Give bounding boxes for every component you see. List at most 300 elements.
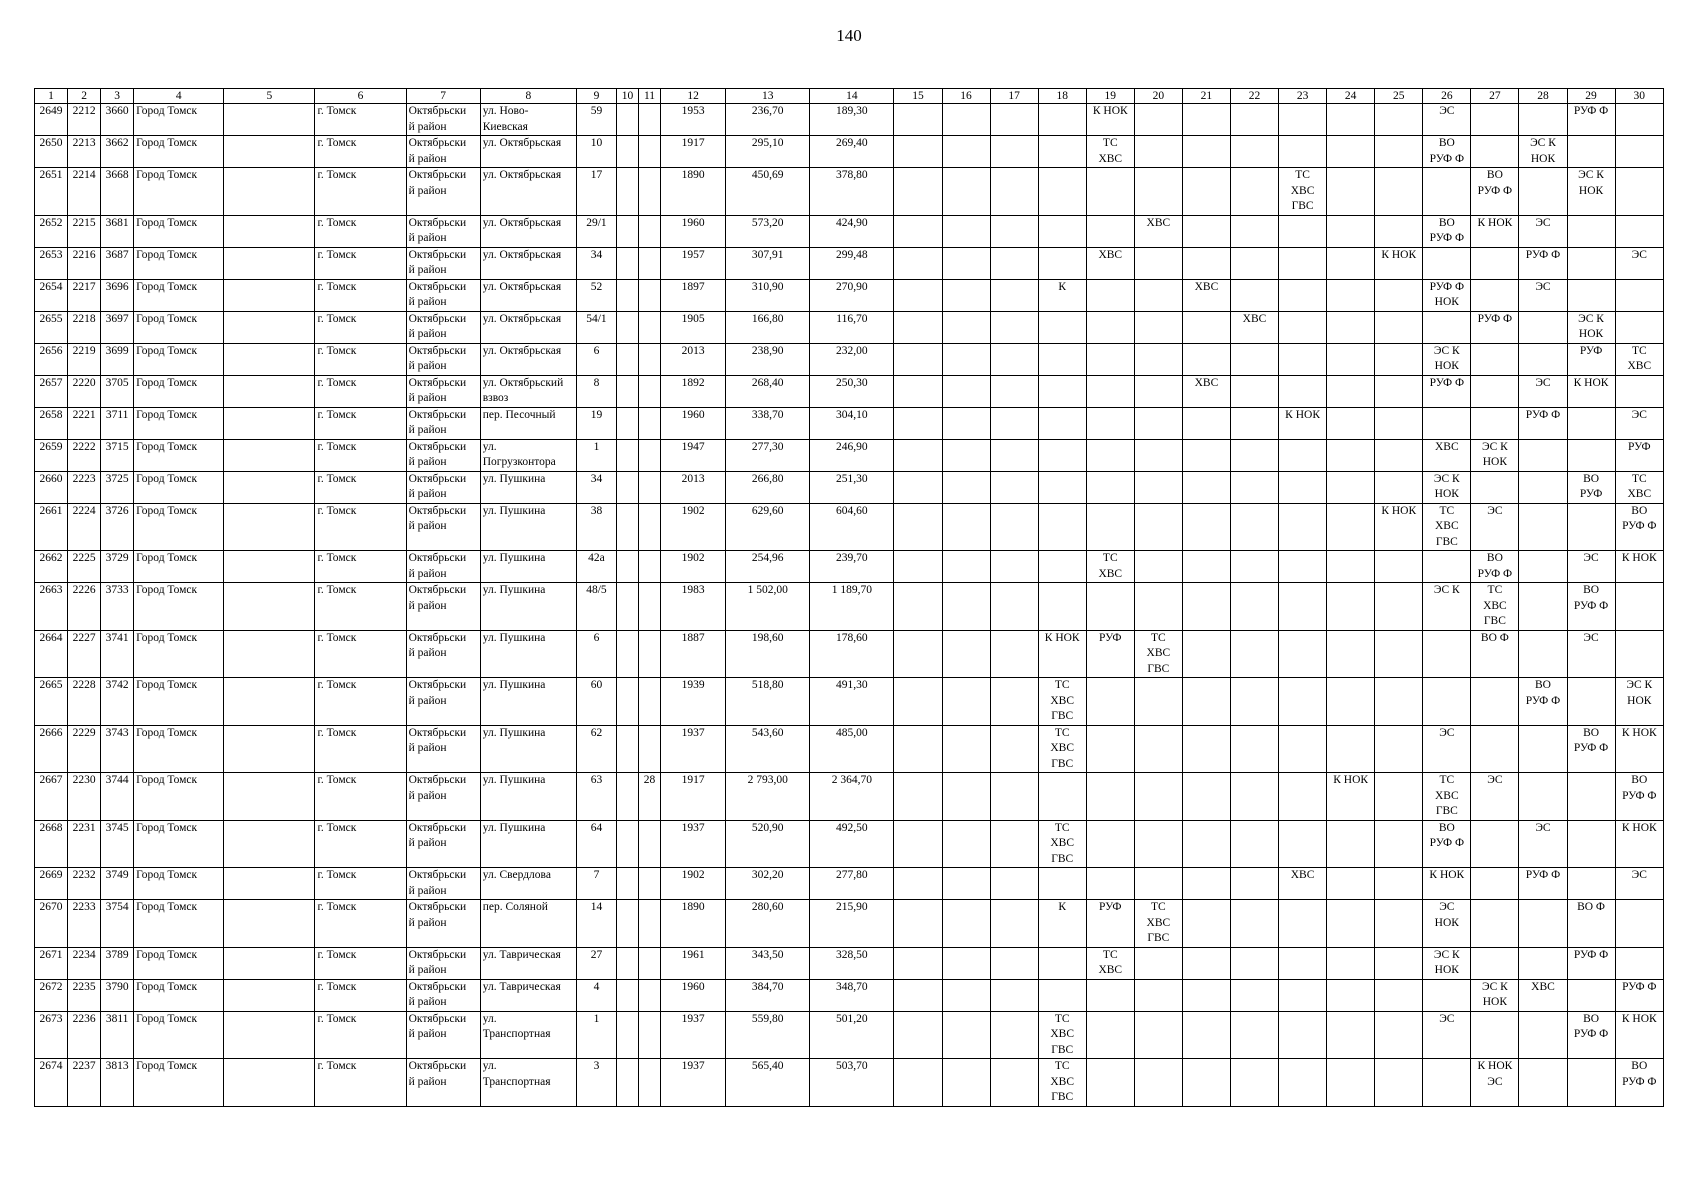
cell-col-13: 280,60 (726, 900, 810, 948)
cell-col-21 (1182, 311, 1230, 343)
cell-col-24 (1327, 343, 1375, 375)
cell-col-26: ВО РУФ Ф (1423, 820, 1471, 868)
cell-col-22 (1230, 551, 1278, 583)
cell-col-4: Город Томск (134, 868, 224, 900)
cell-col-16 (942, 1011, 990, 1059)
column-header-8: 8 (480, 89, 576, 104)
cell-col-4: Город Томск (134, 947, 224, 979)
cell-col-8: ул. Погрузконтора (480, 439, 576, 471)
cell-col-7: Октябрьски й район (406, 136, 480, 168)
cell-col-4: Город Томск (134, 136, 224, 168)
cell-col-25 (1375, 678, 1423, 726)
cell-col-2: 2222 (68, 439, 101, 471)
cell-col-21: ХВС (1182, 279, 1230, 311)
column-header-12: 12 (661, 89, 726, 104)
cell-col-29: К НОК (1567, 375, 1615, 407)
cell-col-16 (942, 947, 990, 979)
cell-col-27 (1471, 947, 1519, 979)
column-header-10: 10 (616, 89, 638, 104)
cell-col-13: 310,90 (726, 279, 810, 311)
cell-col-19 (1086, 279, 1134, 311)
cell-col-7: Октябрьски й район (406, 947, 480, 979)
cell-col-5 (224, 104, 315, 136)
cell-col-27 (1471, 725, 1519, 773)
cell-col-15 (894, 439, 942, 471)
cell-col-22 (1230, 375, 1278, 407)
cell-col-27: ВО РУФ Ф (1471, 168, 1519, 216)
cell-col-4: Город Томск (134, 279, 224, 311)
cell-col-29: ЭС К НОК (1567, 168, 1615, 216)
cell-col-20 (1134, 583, 1182, 631)
cell-col-26: РУФ Ф (1423, 375, 1471, 407)
cell-col-12: 2013 (661, 471, 726, 503)
cell-col-20 (1134, 868, 1182, 900)
cell-col-2: 2226 (68, 583, 101, 631)
cell-col-29: ВО РУФ Ф (1567, 583, 1615, 631)
cell-col-17 (990, 979, 1038, 1011)
cell-col-4: Город Томск (134, 820, 224, 868)
cell-col-12: 1902 (661, 503, 726, 551)
cell-col-24 (1327, 471, 1375, 503)
cell-col-18 (1038, 247, 1086, 279)
cell-col-9: 1 (576, 439, 616, 471)
cell-col-8: ул. Пушкина (480, 471, 576, 503)
cell-col-30: К НОК (1615, 820, 1663, 868)
cell-col-12: 1902 (661, 868, 726, 900)
cell-col-10 (616, 279, 638, 311)
cell-col-2: 2214 (68, 168, 101, 216)
cell-col-11 (639, 471, 661, 503)
table-row (35, 820, 1664, 868)
cell-col-1: 2673 (35, 1011, 68, 1059)
cell-col-14: 304,10 (810, 407, 894, 439)
cell-col-16 (942, 868, 990, 900)
cell-col-19: К НОК (1086, 104, 1134, 136)
cell-col-27 (1471, 1011, 1519, 1059)
cell-col-20 (1134, 947, 1182, 979)
cell-col-22 (1230, 1059, 1278, 1107)
cell-col-10 (616, 247, 638, 279)
cell-col-7: Октябрьски й район (406, 407, 480, 439)
cell-col-1: 2659 (35, 439, 68, 471)
cell-col-2: 2220 (68, 375, 101, 407)
cell-col-21 (1182, 725, 1230, 773)
cell-col-8: ул. Октябрьский взвоз (480, 375, 576, 407)
cell-col-15 (894, 311, 942, 343)
cell-col-10 (616, 407, 638, 439)
cell-col-9: 62 (576, 725, 616, 773)
cell-col-17 (990, 136, 1038, 168)
cell-col-14: 491,30 (810, 678, 894, 726)
cell-col-14: 116,70 (810, 311, 894, 343)
cell-col-18 (1038, 104, 1086, 136)
cell-col-25 (1375, 375, 1423, 407)
cell-col-16 (942, 1059, 990, 1107)
cell-col-27 (1471, 900, 1519, 948)
cell-col-13: 295,10 (726, 136, 810, 168)
cell-col-17 (990, 471, 1038, 503)
cell-col-11 (639, 630, 661, 678)
cell-col-24 (1327, 725, 1375, 773)
cell-col-20 (1134, 168, 1182, 216)
cell-col-16 (942, 725, 990, 773)
cell-col-20 (1134, 551, 1182, 583)
cell-col-15 (894, 503, 942, 551)
cell-col-29: ЭС К НОК (1567, 311, 1615, 343)
cell-col-27: ЭС (1471, 503, 1519, 551)
column-number-row (35, 89, 1664, 104)
cell-col-17 (990, 279, 1038, 311)
cell-col-15 (894, 104, 942, 136)
cell-col-16 (942, 773, 990, 821)
cell-col-2: 2213 (68, 136, 101, 168)
cell-col-26: РУФ Ф НОК (1423, 279, 1471, 311)
cell-col-5 (224, 136, 315, 168)
cell-col-14: 604,60 (810, 503, 894, 551)
cell-col-5 (224, 1011, 315, 1059)
cell-col-18 (1038, 947, 1086, 979)
cell-col-13: 338,70 (726, 407, 810, 439)
cell-col-8: ул. Пушкина (480, 583, 576, 631)
cell-col-26: ЭС НОК (1423, 900, 1471, 948)
cell-col-4: Город Томск (134, 979, 224, 1011)
cell-col-26: ТС ХВС ГВС (1423, 773, 1471, 821)
cell-col-19: ТС ХВС (1086, 136, 1134, 168)
cell-col-16 (942, 820, 990, 868)
cell-col-14: 269,40 (810, 136, 894, 168)
cell-col-7: Октябрьски й район (406, 279, 480, 311)
cell-col-11 (639, 868, 661, 900)
cell-col-30 (1615, 583, 1663, 631)
cell-col-1: 2667 (35, 773, 68, 821)
cell-col-29 (1567, 215, 1615, 247)
cell-col-14: 2 364,70 (810, 773, 894, 821)
cell-col-30 (1615, 375, 1663, 407)
cell-col-5 (224, 247, 315, 279)
cell-col-12: 1905 (661, 311, 726, 343)
column-header-30: 30 (1615, 89, 1663, 104)
cell-col-22 (1230, 583, 1278, 631)
cell-col-23 (1279, 215, 1327, 247)
cell-col-24 (1327, 1059, 1375, 1107)
cell-col-9: 48/5 (576, 583, 616, 631)
cell-col-14: 277,80 (810, 868, 894, 900)
cell-col-29: ВО РУФ (1567, 471, 1615, 503)
cell-col-1: 2668 (35, 820, 68, 868)
cell-col-11 (639, 503, 661, 551)
cell-col-19: РУФ (1086, 630, 1134, 678)
cell-col-6: г. Томск (315, 503, 406, 551)
cell-col-22 (1230, 104, 1278, 136)
cell-col-5 (224, 471, 315, 503)
cell-col-6: г. Томск (315, 900, 406, 948)
cell-col-11 (639, 375, 661, 407)
cell-col-11 (639, 551, 661, 583)
table-row (35, 583, 1664, 631)
cell-col-27 (1471, 678, 1519, 726)
table-row (35, 1011, 1664, 1059)
column-header-17: 17 (990, 89, 1038, 104)
cell-col-13: 343,50 (726, 947, 810, 979)
cell-col-8: ул. Октябрьская (480, 279, 576, 311)
cell-col-28: РУФ Ф (1519, 868, 1567, 900)
table-row (35, 279, 1664, 311)
cell-col-19 (1086, 215, 1134, 247)
cell-col-22 (1230, 678, 1278, 726)
column-header-4: 4 (134, 89, 224, 104)
cell-col-18: ТС ХВС ГВС (1038, 678, 1086, 726)
cell-col-5 (224, 215, 315, 247)
cell-col-1: 2652 (35, 215, 68, 247)
cell-col-4: Город Томск (134, 630, 224, 678)
cell-col-18: К НОК (1038, 630, 1086, 678)
cell-col-5 (224, 773, 315, 821)
cell-col-16 (942, 343, 990, 375)
cell-col-16 (942, 215, 990, 247)
cell-col-13: 543,60 (726, 725, 810, 773)
cell-col-29 (1567, 407, 1615, 439)
cell-col-1: 2660 (35, 471, 68, 503)
table-row (35, 104, 1664, 136)
cell-col-23 (1279, 900, 1327, 948)
cell-col-17 (990, 583, 1038, 631)
cell-col-13: 450,69 (726, 168, 810, 216)
cell-col-1: 2653 (35, 247, 68, 279)
cell-col-18 (1038, 868, 1086, 900)
cell-col-6: г. Томск (315, 136, 406, 168)
cell-col-10 (616, 375, 638, 407)
cell-col-15 (894, 820, 942, 868)
cell-col-28 (1519, 168, 1567, 216)
cell-col-20 (1134, 439, 1182, 471)
cell-col-4: Город Томск (134, 773, 224, 821)
cell-col-2: 2228 (68, 678, 101, 726)
cell-col-9: 8 (576, 375, 616, 407)
cell-col-26 (1423, 979, 1471, 1011)
cell-col-2: 2216 (68, 247, 101, 279)
cell-col-20: ХВС (1134, 215, 1182, 247)
cell-col-15 (894, 583, 942, 631)
cell-col-25 (1375, 471, 1423, 503)
cell-col-4: Город Томск (134, 104, 224, 136)
cell-col-4: Город Томск (134, 1011, 224, 1059)
cell-col-27 (1471, 820, 1519, 868)
cell-col-1: 2666 (35, 725, 68, 773)
cell-col-21 (1182, 1059, 1230, 1107)
cell-col-2: 2232 (68, 868, 101, 900)
cell-col-24 (1327, 168, 1375, 216)
cell-col-25 (1375, 439, 1423, 471)
cell-col-11 (639, 407, 661, 439)
cell-col-2: 2215 (68, 215, 101, 247)
cell-col-20 (1134, 407, 1182, 439)
cell-col-5 (224, 678, 315, 726)
cell-col-23 (1279, 471, 1327, 503)
cell-col-23 (1279, 136, 1327, 168)
cell-col-9: 27 (576, 947, 616, 979)
cell-col-24: К НОК (1327, 773, 1375, 821)
cell-col-26: ТС ХВС ГВС (1423, 503, 1471, 551)
cell-col-7: Октябрьски й район (406, 678, 480, 726)
cell-col-23 (1279, 1059, 1327, 1107)
cell-col-22 (1230, 136, 1278, 168)
cell-col-26: ЭС К НОК (1423, 471, 1471, 503)
cell-col-3: 3711 (101, 407, 134, 439)
cell-col-16 (942, 471, 990, 503)
cell-col-4: Город Томск (134, 343, 224, 375)
cell-col-30: ТС ХВС (1615, 343, 1663, 375)
column-header-5: 5 (224, 89, 315, 104)
cell-col-30: К НОК (1615, 551, 1663, 583)
cell-col-18 (1038, 583, 1086, 631)
cell-col-21 (1182, 678, 1230, 726)
cell-col-11 (639, 215, 661, 247)
cell-col-14: 424,90 (810, 215, 894, 247)
cell-col-11 (639, 900, 661, 948)
cell-col-25 (1375, 583, 1423, 631)
cell-col-7: Октябрьски й район (406, 725, 480, 773)
cell-col-18 (1038, 311, 1086, 343)
cell-col-7: Октябрьски й район (406, 104, 480, 136)
cell-col-3: 3733 (101, 583, 134, 631)
cell-col-27: ТС ХВС ГВС (1471, 583, 1519, 631)
cell-col-20 (1134, 979, 1182, 1011)
cell-col-9: 54/1 (576, 311, 616, 343)
cell-col-24 (1327, 311, 1375, 343)
cell-col-6: г. Томск (315, 1059, 406, 1107)
cell-col-23 (1279, 583, 1327, 631)
cell-col-9: 14 (576, 900, 616, 948)
cell-col-14: 232,00 (810, 343, 894, 375)
cell-col-1: 2650 (35, 136, 68, 168)
cell-col-6: г. Томск (315, 343, 406, 375)
cell-col-10 (616, 215, 638, 247)
cell-col-27 (1471, 375, 1519, 407)
cell-col-25: К НОК (1375, 503, 1423, 551)
cell-col-7: Октябрьски й район (406, 583, 480, 631)
cell-col-26: ЭС К (1423, 583, 1471, 631)
cell-col-6: г. Томск (315, 820, 406, 868)
cell-col-23 (1279, 551, 1327, 583)
cell-col-14: 250,30 (810, 375, 894, 407)
cell-col-11 (639, 439, 661, 471)
cell-col-19 (1086, 979, 1134, 1011)
cell-col-25 (1375, 136, 1423, 168)
cell-col-27 (1471, 868, 1519, 900)
cell-col-24 (1327, 375, 1375, 407)
cell-col-3: 3811 (101, 1011, 134, 1059)
column-header-25: 25 (1375, 89, 1423, 104)
column-header-7: 7 (406, 89, 480, 104)
table-row (35, 773, 1664, 821)
cell-col-10 (616, 439, 638, 471)
cell-col-28 (1519, 900, 1567, 948)
cell-col-25 (1375, 343, 1423, 375)
cell-col-4: Город Томск (134, 503, 224, 551)
cell-col-20: ТС ХВС ГВС (1134, 630, 1182, 678)
cell-col-11 (639, 583, 661, 631)
cell-col-16 (942, 279, 990, 311)
column-header-9: 9 (576, 89, 616, 104)
cell-col-30: РУФ (1615, 439, 1663, 471)
cell-col-10 (616, 311, 638, 343)
cell-col-19 (1086, 503, 1134, 551)
cell-col-28 (1519, 311, 1567, 343)
cell-col-25 (1375, 279, 1423, 311)
cell-col-23 (1279, 678, 1327, 726)
cell-col-2: 2229 (68, 725, 101, 773)
cell-col-27 (1471, 407, 1519, 439)
cell-col-10 (616, 947, 638, 979)
cell-col-26: ЭС К НОК (1423, 343, 1471, 375)
column-header-21: 21 (1182, 89, 1230, 104)
cell-col-24 (1327, 947, 1375, 979)
cell-col-16 (942, 439, 990, 471)
cell-col-18 (1038, 979, 1086, 1011)
cell-col-17 (990, 407, 1038, 439)
cell-col-30: К НОК (1615, 1011, 1663, 1059)
cell-col-19 (1086, 725, 1134, 773)
cell-col-27: К НОК (1471, 215, 1519, 247)
cell-col-30: ЭС (1615, 868, 1663, 900)
cell-col-11: 28 (639, 773, 661, 821)
cell-col-19 (1086, 773, 1134, 821)
cell-col-6: г. Томск (315, 947, 406, 979)
cell-col-6: г. Томск (315, 630, 406, 678)
cell-col-7: Октябрьски й район (406, 868, 480, 900)
cell-col-3: 3745 (101, 820, 134, 868)
cell-col-14: 501,20 (810, 1011, 894, 1059)
cell-col-29 (1567, 773, 1615, 821)
cell-col-28 (1519, 1011, 1567, 1059)
cell-col-17 (990, 503, 1038, 551)
cell-col-3: 3697 (101, 311, 134, 343)
cell-col-29 (1567, 136, 1615, 168)
column-header-15: 15 (894, 89, 942, 104)
cell-col-13: 384,70 (726, 979, 810, 1011)
cell-col-27: ЭС К НОК (1471, 979, 1519, 1011)
cell-col-26 (1423, 247, 1471, 279)
cell-col-16 (942, 247, 990, 279)
cell-col-14: 328,50 (810, 947, 894, 979)
cell-col-19 (1086, 1011, 1134, 1059)
cell-col-3: 3744 (101, 773, 134, 821)
column-header-19: 19 (1086, 89, 1134, 104)
cell-col-25 (1375, 868, 1423, 900)
cell-col-28 (1519, 551, 1567, 583)
cell-col-20 (1134, 311, 1182, 343)
cell-col-10 (616, 979, 638, 1011)
cell-col-28 (1519, 630, 1567, 678)
cell-col-14: 239,70 (810, 551, 894, 583)
cell-col-17 (990, 104, 1038, 136)
cell-col-15 (894, 471, 942, 503)
cell-col-16 (942, 407, 990, 439)
cell-col-28 (1519, 725, 1567, 773)
cell-col-25 (1375, 311, 1423, 343)
table-row (35, 439, 1664, 471)
cell-col-14: 178,60 (810, 630, 894, 678)
cell-col-6: г. Томск (315, 375, 406, 407)
cell-col-22 (1230, 343, 1278, 375)
cell-col-12: 1960 (661, 215, 726, 247)
cell-col-27 (1471, 279, 1519, 311)
cell-col-26: ЭС К НОК (1423, 947, 1471, 979)
column-header-6: 6 (315, 89, 406, 104)
cell-col-24 (1327, 678, 1375, 726)
cell-col-3: 3696 (101, 279, 134, 311)
cell-col-10 (616, 471, 638, 503)
